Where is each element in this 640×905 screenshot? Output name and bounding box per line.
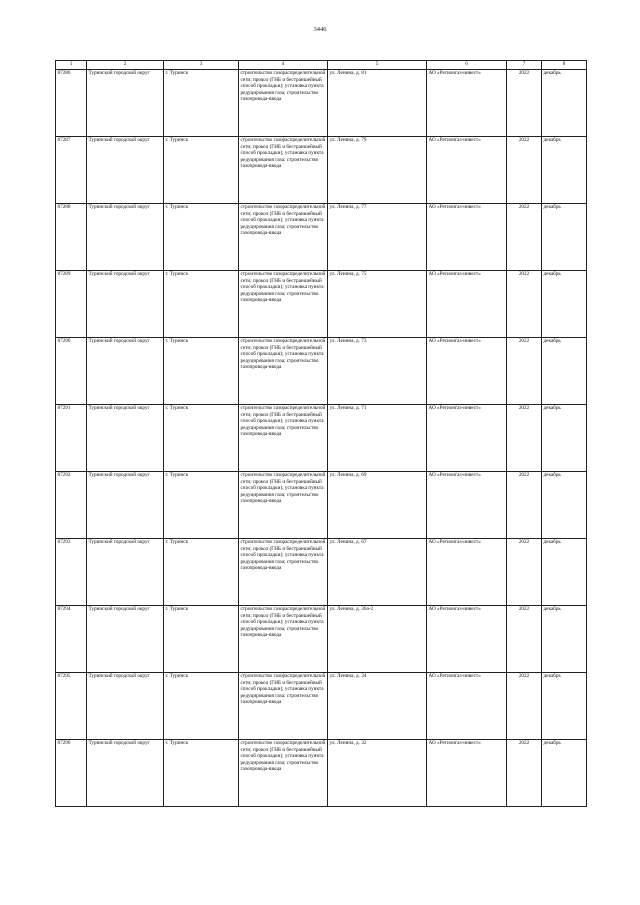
settlement-cell: г. Туринск xyxy=(164,539,239,606)
table-row xyxy=(56,204,587,271)
address-cell: ул. Ленина, д. 69 xyxy=(328,472,427,539)
district-cell: Туринский городской округ xyxy=(87,472,164,539)
header-cell-2: 2 xyxy=(87,61,164,70)
month-cell: декабрь xyxy=(542,204,587,271)
header-cell-6: 6 xyxy=(427,61,507,70)
row-number: 87288 xyxy=(56,204,87,271)
header-cell-8: 8 xyxy=(542,61,587,70)
header-cell-5: 5 xyxy=(328,61,427,70)
work-description-cell: строительство газораспределительной сети; прокол (ГНБ и бестраншейный способ прокладки); установка пункта редуцирования газа; строительство газопровода-ввода xyxy=(239,137,328,204)
organization-cell: АО «Регионгаз-инвест» xyxy=(427,204,507,271)
table-row xyxy=(56,740,587,807)
row-number: 87290 xyxy=(56,338,87,405)
settlement-cell: г. Туринск xyxy=(164,70,239,137)
page-number: 3446 xyxy=(313,26,327,33)
organization-cell: АО «Регионгаз-инвест» xyxy=(427,271,507,338)
settlement-cell: г. Туринск xyxy=(164,673,239,740)
work-description-cell: строительство газораспределительной сети; прокол (ГНБ и бестраншейный способ прокладки); установка пункта редуцирования газа; строительство газопровода-ввода xyxy=(239,338,328,405)
organization-cell: АО «Регионгаз-инвест» xyxy=(427,606,507,673)
settlement-cell: г. Туринск xyxy=(164,472,239,539)
month-cell: декабрь xyxy=(542,472,587,539)
settlement-cell: г. Туринск xyxy=(164,271,239,338)
header-cell-4: 4 xyxy=(239,61,328,70)
organization-cell: АО «Регионгаз-инвест» xyxy=(427,539,507,606)
month-cell: декабрь xyxy=(542,405,587,472)
year-cell: 2022 xyxy=(507,204,542,271)
header-cell-3: 3 xyxy=(164,61,239,70)
address-cell: ул. Ленина, д. 71 xyxy=(328,405,427,472)
work-description-cell: строительство газораспределительной сети; прокол (ГНБ и бестраншейный способ прокладки); установка пункта редуцирования газа; строительство газопровода-ввода xyxy=(239,539,328,606)
table-row xyxy=(56,271,587,338)
address-cell: ул. Ленина, д. 32 xyxy=(328,740,427,807)
organization-cell: АО «Регионгаз-инвест» xyxy=(427,137,507,204)
organization-cell: АО «Регионгаз-инвест» xyxy=(427,70,507,137)
settlement-cell: г. Туринск xyxy=(164,606,239,673)
address-cell: ул. Ленина, д. 73 xyxy=(328,338,427,405)
row-number: 87287 xyxy=(56,137,87,204)
row-number: 87286 xyxy=(56,70,87,137)
year-cell: 2022 xyxy=(507,405,542,472)
organization-cell: АО «Регионгаз-инвест» xyxy=(427,338,507,405)
address-cell: ул. Ленина, д. 36а-2 xyxy=(328,606,427,673)
organization-cell: АО «Регионгаз-инвест» xyxy=(427,673,507,740)
district-cell: Туринский городской округ xyxy=(87,70,164,137)
year-cell: 2022 xyxy=(507,472,542,539)
year-cell: 2022 xyxy=(507,70,542,137)
organization-cell: АО «Регионгаз-инвест» xyxy=(427,472,507,539)
month-cell: декабрь xyxy=(542,606,587,673)
year-cell: 2022 xyxy=(507,740,542,807)
month-cell: декабрь xyxy=(542,271,587,338)
table-row xyxy=(56,405,587,472)
address-cell: ул. Ленина, д. 81 xyxy=(328,70,427,137)
table-row xyxy=(56,606,587,673)
address-cell: ул. Ленина, д. 79 xyxy=(328,137,427,204)
row-number: 87292 xyxy=(56,472,87,539)
district-cell: Туринский городской округ xyxy=(87,405,164,472)
table-row xyxy=(56,673,587,740)
work-description-cell: строительство газораспределительной сети; прокол (ГНБ и бестраншейный способ прокладки); установка пункта редуцирования газа; строительство газопровода-ввода xyxy=(239,472,328,539)
district-cell: Туринский городской округ xyxy=(87,271,164,338)
table-row xyxy=(56,137,587,204)
row-number: 87294 xyxy=(56,606,87,673)
month-cell: декабрь xyxy=(542,673,587,740)
header-row xyxy=(56,61,587,70)
table-row xyxy=(56,539,587,606)
address-cell: ул. Ленина, д. 34 xyxy=(328,673,427,740)
district-cell: Туринский городской округ xyxy=(87,137,164,204)
header-cell-7: 7 xyxy=(507,61,542,70)
table-row xyxy=(56,338,587,405)
year-cell: 2022 xyxy=(507,271,542,338)
organization-cell: АО «Регионгаз-инвест» xyxy=(427,405,507,472)
address-cell: ул. Ленина, д. 75 xyxy=(328,271,427,338)
month-cell: декабрь xyxy=(542,539,587,606)
year-cell: 2022 xyxy=(507,338,542,405)
work-description-cell: строительство газораспределительной сети; прокол (ГНБ и бестраншейный способ прокладки); установка пункта редуцирования газа; строительство газопровода-ввода xyxy=(239,673,328,740)
work-description-cell: строительство газораспределительной сети; прокол (ГНБ и бестраншейный способ прокладки); установка пункта редуцирования газа; строительство газопровода-ввода xyxy=(239,606,328,673)
organization-cell: АО «Регионгаз-инвест» xyxy=(427,740,507,807)
settlement-cell: г. Туринск xyxy=(164,338,239,405)
settlement-cell: г. Туринск xyxy=(164,740,239,807)
row-number: 87291 xyxy=(56,405,87,472)
row-number: 87293 xyxy=(56,539,87,606)
year-cell: 2022 xyxy=(507,539,542,606)
district-cell: Туринский городской округ xyxy=(87,539,164,606)
district-cell: Туринский городской округ xyxy=(87,204,164,271)
work-description-cell: строительство газораспределительной сети; прокол (ГНБ и бестраншейный способ прокладки); установка пункта редуцирования газа; строительство газопровода-ввода xyxy=(239,405,328,472)
month-cell: декабрь xyxy=(542,70,587,137)
address-cell: ул. Ленина, д. 77 xyxy=(328,204,427,271)
table-row xyxy=(56,70,587,137)
table-row xyxy=(56,472,587,539)
row-number: 87289 xyxy=(56,271,87,338)
year-cell: 2022 xyxy=(507,673,542,740)
district-cell: Туринский городской округ xyxy=(87,606,164,673)
settlement-cell: г. Туринск xyxy=(164,137,239,204)
row-number: 87295 xyxy=(56,673,87,740)
work-description-cell: строительство газораспределительной сети; прокол (ГНБ и бестраншейный способ прокладки); установка пункта редуцирования газа; строительство газопровода-ввода xyxy=(239,740,328,807)
district-cell: Туринский городской округ xyxy=(87,338,164,405)
gasification-table xyxy=(55,60,587,807)
settlement-cell: г. Туринск xyxy=(164,204,239,271)
row-number: 87296 xyxy=(56,740,87,807)
year-cell: 2022 xyxy=(507,606,542,673)
work-description-cell: строительство газораспределительной сети; прокол (ГНБ и бестраншейный способ прокладки); установка пункта редуцирования газа; строительство газопровода-ввода xyxy=(239,271,328,338)
month-cell: декабрь xyxy=(542,740,587,807)
header-cell-1: 1 xyxy=(56,61,87,70)
month-cell: декабрь xyxy=(542,338,587,405)
settlement-cell: г. Туринск xyxy=(164,405,239,472)
work-description-cell: строительство газораспределительной сети; прокол (ГНБ и бестраншейный способ прокладки); установка пункта редуцирования газа; строительство газопровода-ввода xyxy=(239,70,328,137)
year-cell: 2022 xyxy=(507,137,542,204)
month-cell: декабрь xyxy=(542,137,587,204)
district-cell: Туринский городской округ xyxy=(87,740,164,807)
district-cell: Туринский городской округ xyxy=(87,673,164,740)
work-description-cell: строительство газораспределительной сети; прокол (ГНБ и бестраншейный способ прокладки); установка пункта редуцирования газа; строительство газопровода-ввода xyxy=(239,204,328,271)
address-cell: ул. Ленина, д. 67 xyxy=(328,539,427,606)
